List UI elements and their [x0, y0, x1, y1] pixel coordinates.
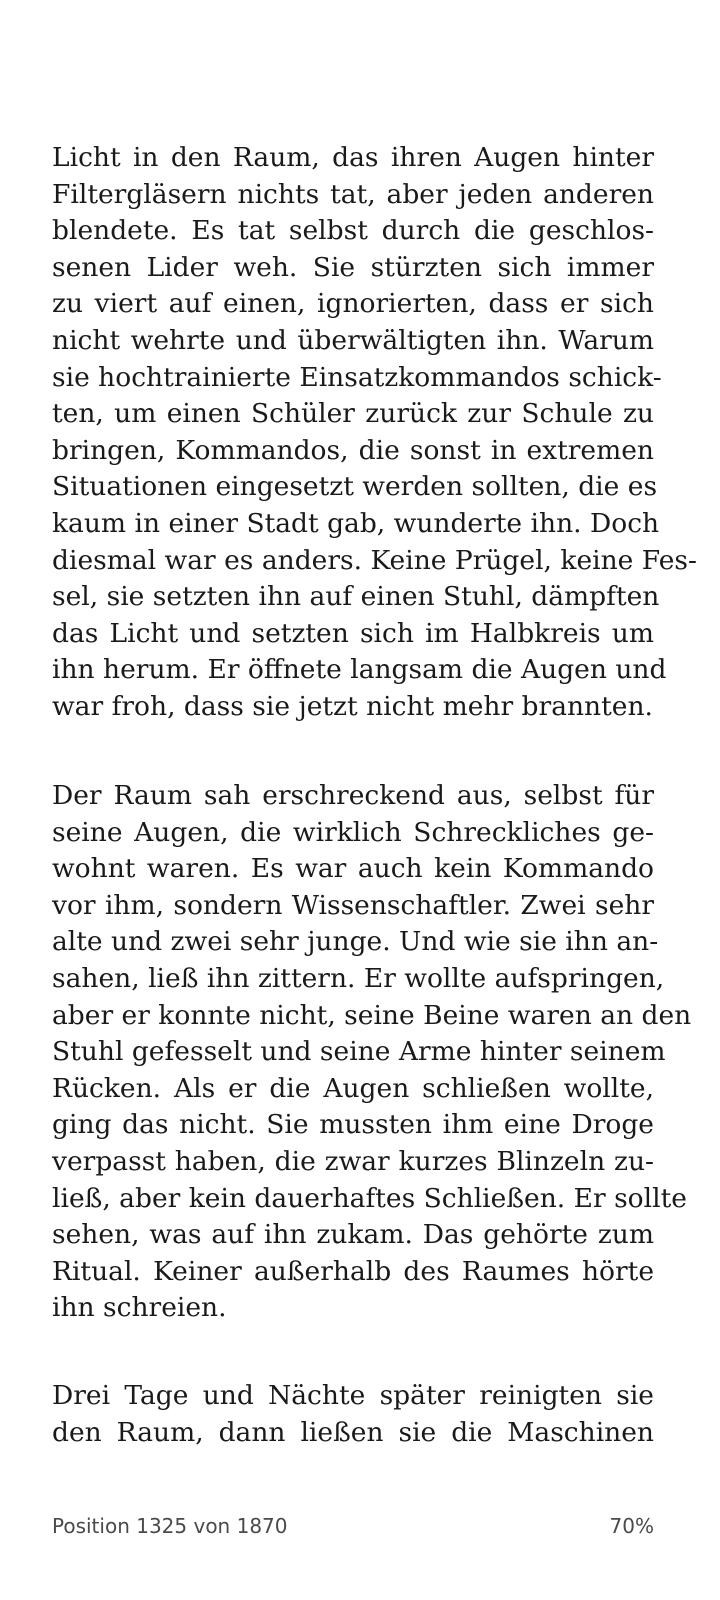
text-line: aber er konnte nicht, seine Beine waren an den — [52, 999, 692, 1031]
text-line: das Licht und setzten sich im Halbkreis um — [52, 617, 654, 649]
percent-read: 70% — [609, 1514, 654, 1538]
paragraph — [52, 1378, 654, 1451]
text-line: Drei Tage und Nächte später reinigten sie — [52, 1380, 654, 1411]
text-line: vor ihm, sondern Wissenschaftler. Zwei sehr — [52, 889, 654, 921]
text-line: seine Augen, die wirklich Schreckliches ge- — [52, 816, 654, 848]
text-line: war froh, dass sie jetzt nicht mehr brannten. — [52, 690, 653, 722]
text-line: sahen, ließ ihn zittern. Er wollte aufspringen, — [52, 962, 665, 994]
text-line: kaum in einer Stadt gab, wunderte ihn. Doch — [52, 507, 660, 539]
text-line: diesmal war es anders. Keine Prügel, keine Fes- — [52, 544, 697, 576]
location-indicator: Position 1325 von 1870 — [52, 1514, 288, 1538]
text-line: blendete. Es tat selbst durch die geschlos- — [52, 215, 654, 247]
text-line: Der Raum sah erschreckend aus, selbst für — [52, 780, 654, 811]
text-line: Situationen eingesetzt werden sollten, die es — [52, 471, 658, 503]
text-line: bringen, Kommandos, die sonst in extremen — [52, 434, 654, 466]
text-line: nicht wehrte und überwältigten ihn. Warum — [52, 324, 654, 356]
text-line: sehen, was auf ihn zukam. Das gehörte zum — [52, 1219, 654, 1251]
text-line: Licht in den Raum, das ihren Augen hinter — [52, 142, 654, 173]
paragraph — [52, 778, 692, 1327]
reading-progress-footer — [52, 1514, 654, 1544]
text-line: Rücken. Als er die Augen schließen wollte, — [52, 1072, 654, 1104]
text-line: wohnt waren. Es war auch kein Kommando — [52, 853, 654, 885]
text-line: ten, um einen Schüler zurück zur Schule zu — [52, 398, 654, 430]
text-line: ließ, aber kein dauerhaftes Schließen. Er sollte — [52, 1182, 687, 1214]
text-line: sie hochtrainierte Einsatzkommandos schick- — [52, 361, 662, 393]
text-line: Ritual. Keiner außerhalb des Raumes hörte — [52, 1255, 654, 1287]
text-line: alte und zwei sehr junge. Und wie sie ihn an- — [52, 926, 659, 958]
text-line: zu viert auf einen, ignorierten, dass er sich — [52, 288, 654, 320]
text-line: verpasst haben, die zwar kurzes Blinzeln zu- — [52, 1145, 654, 1177]
text-line: ging das nicht. Sie mussten ihm eine Droge — [52, 1109, 654, 1141]
text-line: sel, sie setzten ihn auf einen Stuhl, dämpften — [52, 581, 660, 613]
text-line: senen Lider weh. Sie stürzten sich immer — [52, 251, 654, 283]
text-line: den Raum, dann ließen sie die Maschinen — [52, 1416, 654, 1448]
text-line: ihn schreien. — [52, 1292, 227, 1324]
paragraph — [52, 140, 697, 726]
text-line: Filtergläsern nichts tat, aber jeden anderen — [52, 178, 654, 210]
text-line: ihn herum. Er öffnete langsam die Augen und — [52, 654, 667, 686]
text-line: Stuhl gefesselt und seine Arme hinter seinem — [52, 1036, 666, 1068]
